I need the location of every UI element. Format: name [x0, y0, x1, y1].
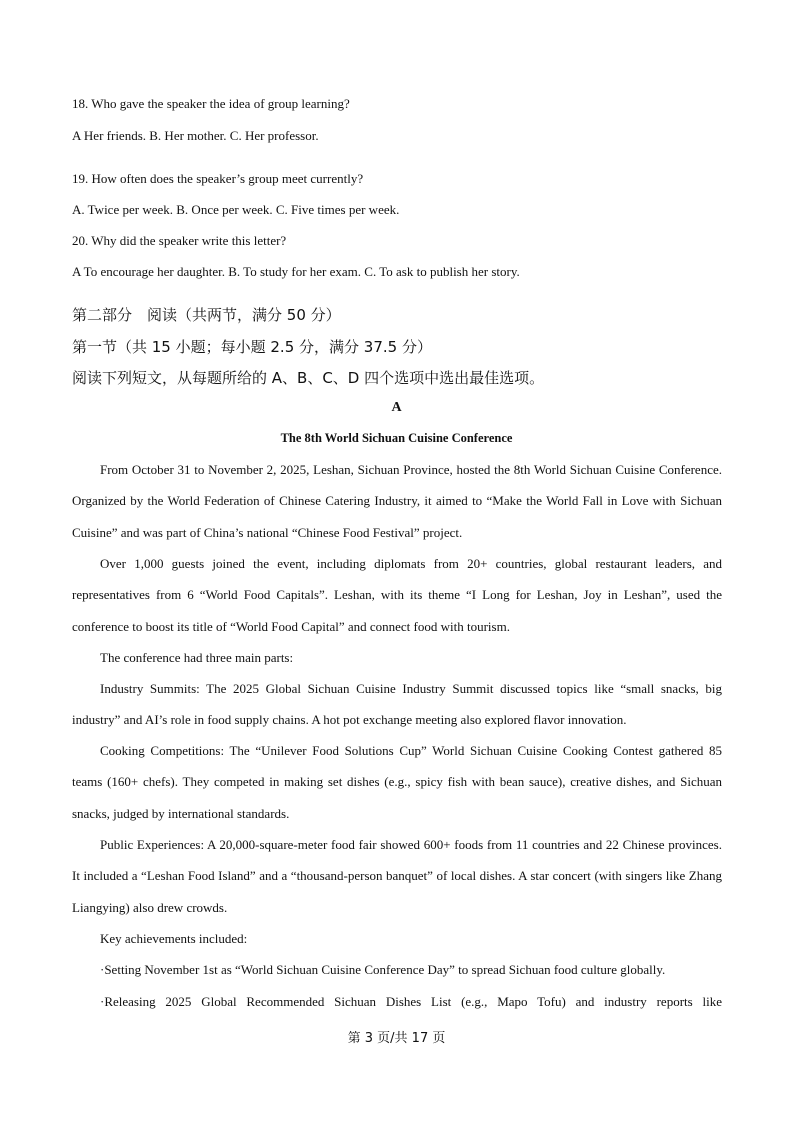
- question-19-options: A. Twice per week. B. Once per week. C. Five times per week.: [72, 202, 400, 217]
- passage-letter: A: [391, 400, 402, 415]
- question-19-stem: 19. How often does the speaker’s group meet currently?: [72, 171, 364, 186]
- section-one-heading: 第一节（共 15 小题；每小题 2.5 分，满分 37.5 分）: [72, 338, 432, 356]
- question-18-stem: 18. Who gave the speaker the idea of group learning?: [72, 96, 350, 111]
- question-18-options: A Her friends. B. Her mother. C. Her professor.: [72, 128, 319, 143]
- paragraph-2: Over 1,000 guests joined the event, including diplomats from 20+ countries, global restaurant leaders, and representatives from 6 “World Food Capitals”. Leshan, with its theme “I Long for Leshan, Joy in Leshan”, used the conference to boost its title of “World Food Capital” and connect food with tourism.: [72, 556, 722, 634]
- question-20-options: A To encourage her daughter. B. To study for her exam. C. To ask to publish her story.: [72, 264, 520, 279]
- bullet-1: ·Setting November 1st as “World Sichuan Cuisine Conference Day” to spread Sichuan food culture globally.: [100, 962, 666, 977]
- part-two-heading: 第二部分 阅读（共两节，满分 50 分）: [72, 306, 341, 324]
- paragraph-6: Public Experiences: A 20,000-square-meter food fair showed 600+ foods from 11 countries and 22 Chinese provinces. It included a “Leshan Food Island” and a “thousand-person banquet” of local dishes. A star concert (with singers like Zhang Liangying) also drew crowds.: [72, 837, 722, 915]
- question-20-stem: 20. Why did the speaker write this letter?: [72, 233, 287, 248]
- reading-instruction: 阅读下列短文，从每题所给的 A、B、C、D 四个选项中选出最佳选项。: [72, 369, 545, 387]
- paragraph-3: The conference had three main parts:: [100, 650, 294, 665]
- page-footer: 第 3 页/共 17 页: [347, 1031, 446, 1046]
- paragraph-5: Cooking Competitions: The “Unilever Food Solutions Cup” World Sichuan Cuisine Cooking Contest gathered 85 teams (160+ chefs). They competed in making set dishes (e.g., spicy fish with bean sauce), creative dishes, and Sichuan snacks, judged by international standards.: [72, 743, 722, 821]
- passage-title: The 8th World Sichuan Cuisine Conference: [280, 431, 513, 445]
- bullet-2: ·Releasing 2025 Global Recommended Sichuan Dishes List (e.g., Mapo Tofu) and industry reports like: [100, 994, 722, 1009]
- paragraph-4: Industry Summits: The 2025 Global Sichuan Cuisine Industry Summit discussed topics like “small snacks, big industry” and AI’s role in food supply chains. A hot pot exchange meeting also explored flavor innovation.: [72, 681, 722, 728]
- paragraph-7: Key achievements included:: [100, 931, 248, 946]
- paragraph-1: From October 31 to November 2, 2025, Leshan, Sichuan Province, hosted the 8th World Sichuan Cuisine Conference. Organized by the World Federation of Chinese Catering Industry, it aimed to “Make the World Fall in Love with Sichuan Cuisine” and was part of China’s national “Chinese Food Festival” project.: [72, 462, 722, 540]
